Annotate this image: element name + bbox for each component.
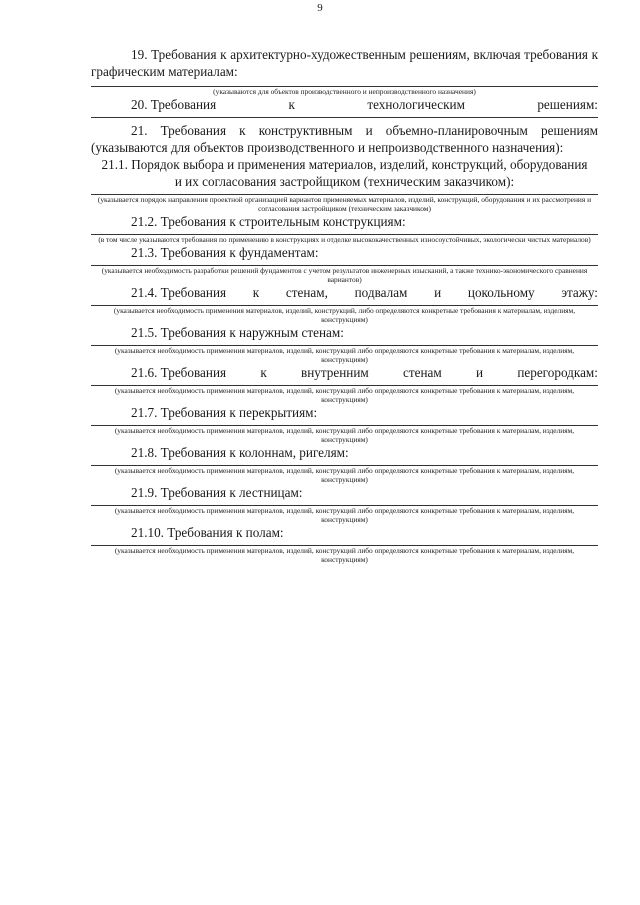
item-21-4-word: этажу:: [561, 285, 598, 300]
item-21-3-note: (указывается необходимость разработки решений фундаментов с учетом результатов инженерных изысканий, а также технико-экономического сравнения вариантов): [101, 266, 588, 284]
item-21-5-text: 21.5. Требования к наружным стенам:: [131, 325, 344, 340]
item-21-3-text: 21.3. Требования к фундаментам:: [131, 245, 319, 260]
item-19-note: (указываются для объектов производственного и непроизводственного назначения): [213, 87, 476, 96]
item-21-9-note: (указывается необходимость применения материалов, изделий, конструкций либо определяются конкретные требования к материалам, изделиям, конструкциям): [114, 506, 575, 524]
item-21-6-word: стенам: [403, 365, 442, 380]
item-21-4-word: цокольному: [467, 285, 535, 300]
item-20-word: решениям:: [537, 97, 598, 112]
item-21-4-word: к: [252, 285, 260, 300]
item-21-10-text: 21.10. Требования к полам:: [131, 525, 284, 540]
item-21-2-text: 21.2. Требования к строительным конструкциям:: [131, 214, 406, 229]
item-21-4-note: (указывается необходимость применения материалов, изделий, конструкций, либо определяются конкретные требования к материалам, изделиям, конструкциям): [113, 306, 576, 324]
item-21-8-text: 21.8. Требования к колоннам, ригелям:: [131, 445, 349, 460]
item-21-9-text: 21.9. Требования к лестницам:: [131, 485, 303, 500]
item-21-5-note: (указывается необходимость применения материалов, изделий, конструкций либо определяются конкретные требования к материалам, изделиям, конструкциям): [114, 346, 575, 364]
item-20-word: 20. Требования: [131, 97, 217, 112]
item-21-4-text: [91, 284, 598, 301]
item-21-6-word: к: [260, 365, 267, 380]
item-20-text: [91, 96, 598, 113]
item-21-6-word: 21.6. Требования: [131, 365, 227, 380]
item-21-6-word: внутренним: [300, 365, 369, 380]
item-21-4-word: и: [434, 285, 442, 300]
item-21-6-note: (указывается необходимость применения материалов, изделий, конструкций либо определяются конкретные требования к материалам, изделиям, конструкциям): [114, 386, 575, 404]
item-21-4-word: подвалам: [354, 285, 408, 300]
item-21-2-note: (в том числе указываются требования по применению в конструкциях и отделке высококачественных износоустойчивых, экологически чистых материалов): [98, 235, 591, 244]
item-19-text: 19. Требования к архитектурно-художественным решениям, включая требования к графическим материалам:: [91, 47, 598, 79]
page-number: 9: [317, 2, 323, 14]
item-21-4-word: стенам,: [285, 285, 328, 300]
item-20-word: к: [288, 97, 295, 112]
item-21-7-text: 21.7. Требования к перекрытиям:: [131, 405, 318, 420]
item-21-4-word: 21.4. Требования: [131, 285, 227, 300]
item-21-6-text: [91, 364, 598, 381]
item-20-word: технологическим: [367, 97, 465, 112]
item-21-10-note: (указывается необходимость применения материалов, изделий, конструкций либо определяются конкретные требования к материалам, изделиям, конструкциям): [114, 546, 575, 564]
item-21-7-note: (указывается необходимость применения материалов, изделий, конструкций либо определяются конкретные требования к материалам, изделиям, конструкциям): [114, 426, 575, 444]
item-21-6-word: и: [476, 365, 484, 380]
item-21-text: 21. Требования к конструктивным и объемно-планировочным решениям (указываются для объектов производственного и непроизводственного назначения):: [91, 123, 598, 155]
item-21-6-word: перегородкам:: [517, 365, 598, 380]
document-body: [91, 46, 598, 564]
item-21-1-text: 21.1. Порядок выбора и применения материалов, изделий, конструкций, оборудования и их согласования застройщиком (техническим заказчиком):: [101, 157, 588, 189]
item-21-8-note: (указывается необходимость применения материалов, изделий, конструкций либо определяются конкретные требования к материалам, изделиям, конструкциям): [114, 466, 575, 484]
item-21-1-note: (указывается порядок направления проектной организацией вариантов применяемых материалов, изделий, конструкций, оборудования и их рассмотрения и согласования застройщиком (техническим заказчиком): [97, 195, 592, 213]
